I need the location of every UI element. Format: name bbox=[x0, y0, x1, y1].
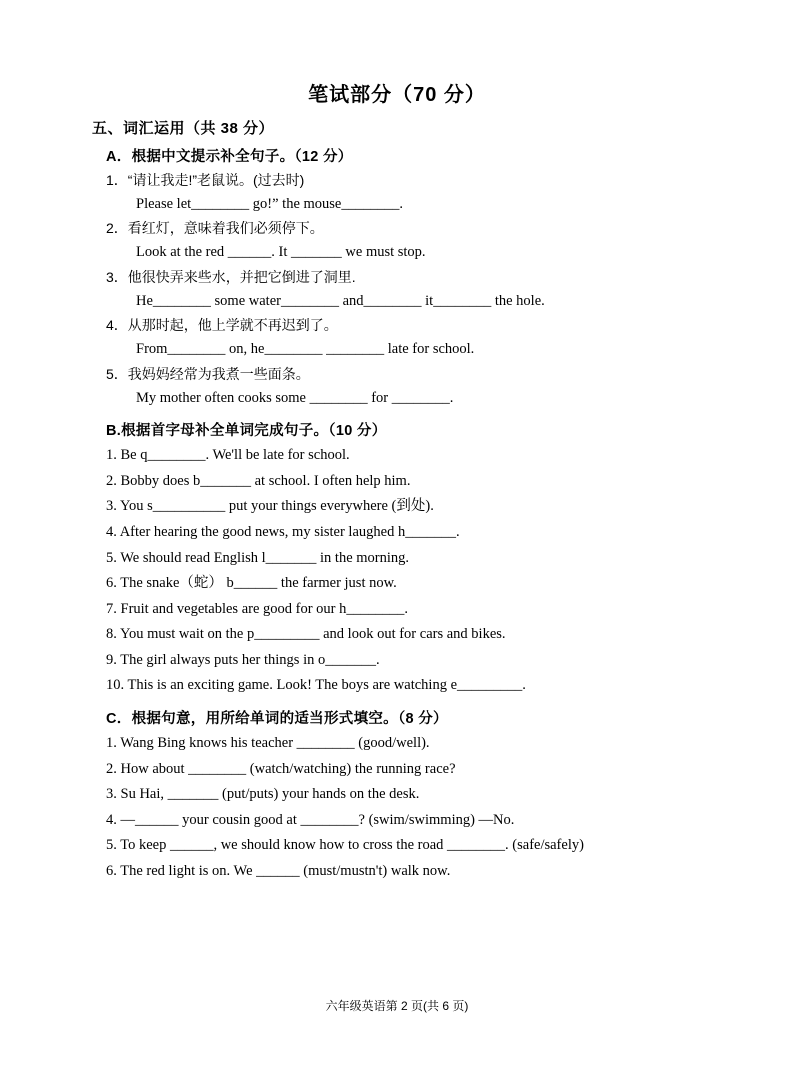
question-item: 3. Su Hai, _______ (put/puts) your hands on the desk. bbox=[106, 786, 420, 803]
question-answer-line: He________ some water________ and________ it________ the hole. bbox=[136, 292, 545, 309]
question-item: 6. The snake（蛇） b______ the farmer just now. bbox=[106, 575, 397, 592]
part-c-heading: C．根据句意，用所给单词的适当形式填空。（8 分） bbox=[106, 711, 448, 728]
page-footer: 六年级英语第 2 页(共 6 页) bbox=[325, 999, 469, 1013]
question-item: 4. After hearing the good news, my sister laughed h_______. bbox=[106, 524, 460, 540]
question-prompt: 4．从那时起，他上学就不再迟到了。 bbox=[106, 317, 338, 334]
question-item: 2. Bobby does b_______ at school. I often help him. bbox=[106, 472, 411, 489]
part-a-heading: A．根据中文提示补全句子。（12 分） bbox=[106, 149, 353, 165]
section-heading: 五、词汇运用（共 38 分） bbox=[92, 120, 275, 137]
part-b-heading: B.根据首字母补全单词完成句子。（10 分） bbox=[106, 423, 387, 440]
question-answer-line: Look at the red ______. It _______ we must stop. bbox=[136, 244, 426, 261]
question-prompt: 2．看红灯，意味着我们必须停下。 bbox=[106, 220, 324, 237]
question-answer-line: My mother often cooks some ________ for ________. bbox=[136, 389, 454, 406]
question-item: 5. To keep ______, we should know how to cross the road ________. (safe/safely) bbox=[106, 837, 584, 854]
question-item: 1. Wang Bing knows his teacher ________ (good/well). bbox=[106, 735, 430, 752]
question-item: 7. Fruit and vegetables are good for our h________. bbox=[106, 600, 409, 617]
question-item: 8. You must wait on the p_________ and look out for cars and bikes. bbox=[106, 626, 506, 643]
question-answer-line: Please let________ go!” the mouse________. bbox=[136, 195, 403, 212]
question-prompt: 3．他很快弄来些水，并把它倒进了洞里. bbox=[106, 268, 356, 285]
question-item: 2. How about ________ (watch/watching) the running race? bbox=[106, 760, 456, 777]
page-title: 笔试部分（70 分） bbox=[308, 84, 486, 106]
question-item: 10. This is an exciting game. Look! The boys are watching e_________. bbox=[106, 677, 526, 694]
question-item: 4. —______ your cousin good at ________? (swim/swimming) —No. bbox=[106, 811, 515, 828]
question-item: 1. Be q________. We'll be late for school. bbox=[106, 447, 350, 464]
question-item: 3. You s__________ put your things everywhere (到处). bbox=[106, 498, 434, 515]
question-prompt: 1．“请让我走!”老鼠说。(过去时) bbox=[106, 172, 305, 188]
question-answer-line: From________ on, he________ ________ late for school. bbox=[136, 341, 475, 358]
question-item: 6. The red light is on. We ______ (must/mustn't) walk now. bbox=[106, 862, 451, 879]
question-prompt: 5．我妈妈经常为我煮一些面条。 bbox=[106, 365, 310, 382]
question-item: 9. The girl always puts her things in o_______. bbox=[106, 651, 380, 668]
question-item: 5. We should read English l_______ in the morning. bbox=[106, 549, 410, 566]
